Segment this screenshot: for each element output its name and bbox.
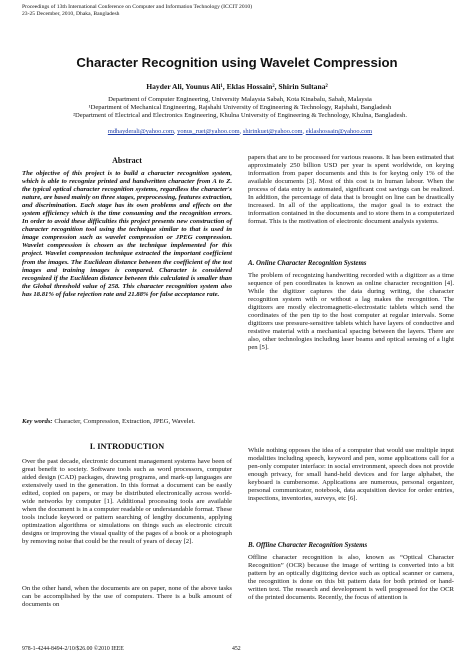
introduction-paragraph-1: Over the past decade, electronic document management systems have been of great benefit to society. Software tools such as word processors, computer aided design (CAD) packages, drawing programs, and mark-up languages are extensively used in the generation. In this format a document can be easily edited, copied on papers, or may be distributed electronically across world-wide networks by computer [1]. Additional processing tools are available when the document is in a computer readable or understandable format. These tools include keyword or pattern searching of lengthy documents, applying optimization algorithms or simulations on things such as electronic circuit designs or improving the visual quality of the pages of a book or a photograph by removing noise that could be the result of years of decay [2]. (22, 458, 232, 546)
section-a-paragraph-2: While nothing opposes the idea of a computer that would use multiple input modalities including speech, keyword and pen, some applications call for a pen-only computer interface: in social environment, speech does not provide enough privacy, for small hand-held devices and for large alphabet, the keyboard is cumbersome. Applications are numerous, personal organizer, personal communicator, notebook, data acquisition device for order entries, inspections, inventories, surveys, etc [6]. (248, 447, 454, 503)
affiliation-2: ¹Department of Mechanical Engineering, Rajshahi University of Engineering & Technology, Rajshahi, Bangladesh (88, 104, 392, 111)
introduction-paragraph-2: On the other hand, when the documents are on paper, none of the above tasks can be accomplished by the use of computers. There is a bulk amount of documents on (22, 585, 232, 609)
keywords-text: Character, Compression, Extraction, JPEG, Wavelet. (52, 418, 196, 425)
email-link[interactable]: shirinkuet@yahoo.com (242, 128, 303, 135)
conference-line-2: 23-25 December, 2010, Dhaka, Bangladesh (22, 11, 120, 17)
email-link[interactable]: eklashossain@yahoo.com (305, 128, 373, 135)
keywords (22, 418, 232, 426)
right-paragraph-1: papers that are to be processed for various reasons. It has been estimated that approximately 250 billion USD per year is spent worldwide, on keying information from paper documents and this is for keying only 1% of the available documents [3]. Most of this cost is in human labour. When the process of data entry is automated, significant cost savings can be realized. In addition, the percentage of data that is brought on line can be drastically increased. In all of the applications, the major goal is to extract the information contained in the documents and to store them in a computerized format. This is the motivation of electronic document analysis systems. (248, 154, 454, 226)
paper-title: Character Recognition using Wavelet Compression (76, 55, 398, 70)
affiliation-3: ²Department of Electrical and Electronics Engineering, Khulna University of Engineering & Technology, Khulna, Bangladesh. (72, 112, 408, 119)
email-link[interactable]: yonus_ruet@yahoo.com (177, 128, 240, 135)
section-a-paragraph-1: The problem of recognizing handwriting recorded with a digitizer as a time sequence of pen coordinates is known as online character recognition [4]. While the digitizer captures the data during writing, the character recognition system with or without a lag makes the recognition. The digitizers are mostly electromagnetic-electrostatic tablets which send the coordinates of the pen tip to the host computer at regular intervals. Some digitizers use pressure-sensitive tablets which have layers of conductive and resistive material with a mechanical spacing between the layers. There are also, other technologies including laser beams and optical sensing of a light pen [5]. (248, 272, 454, 352)
section-b-heading: B. Offline Character Recognition Systems (248, 542, 368, 549)
conference-header (22, 4, 252, 18)
section-b-paragraph-1: Offline character recognition is also, known as “Optical Character Recognition” (OCR) because the image of writing is converted into a bit pattern by an optically digitizing device such as optical scanner or camera, the recognition is done on this bit pattern data for both printed or hand-written text. The research and development is well progressed for the OCR of the printed documents. Recently, the focus of attention is (248, 554, 454, 602)
page-number: 452 (232, 646, 241, 652)
keywords-label: Key words: (22, 418, 53, 425)
introduction-heading: I. INTRODUCTION (89, 442, 165, 451)
footer-isbn: 978-1-4244-8494-2/10/$26.00 ©2010 IEEE (22, 646, 124, 652)
conference-line-1: Proceedings of 13th International Conference on Computer and Information Technology (ICCIT 2010) (22, 4, 253, 10)
section-a-heading: A. Online Character Recognition Systems (248, 260, 367, 267)
paper-authors: Hayder Ali, Younus Ali¹, Eklas Hossain², Shirin Sultana² (146, 82, 328, 91)
author-emails: mdhayderali@yahoo.com, yonus_ruet@yahoo.com, shirinkuet@yahoo.com, eklashossain@yahoo.com (107, 128, 373, 135)
email-link[interactable]: mdhayderali@yahoo.com (107, 128, 174, 135)
abstract-heading: Abstract (112, 156, 142, 165)
affiliation-1: Department of Computer Engineering, University Malaysia Sabah, Kota Kinabalu, Sabah, Malaysia (108, 96, 372, 103)
abstract-text: The objective of this project is to build a character recognition system, which is able to recognize printed and handwritten character from A to Z. the typical optical character recognition systems, regardless the character's nature, are based mainly on three stages, preprocessing, features extraction, and discrimination. Each stage has its own problems and effects on the system efficiency which is the time consuming and the recognition errors. In order to avoid these difficulties this project presents new construction of character recognition tool using the technique similar to that is used in image compression such as wavelet compression or JPEG compression. Wavelet compression is chosen as the technique implemented for this project. Wavelet compression technique extracted the important coefficient from the images. The Euclidean distance between the coefficient of the test images and training images is compared. Character is considered recognized if the Euclidean distance between this calculated is smaller than the Global threshold value of 258. This character recognition system also has 18.81% of false rejection rate and 21.88% for false acceptance rate. (22, 170, 232, 298)
